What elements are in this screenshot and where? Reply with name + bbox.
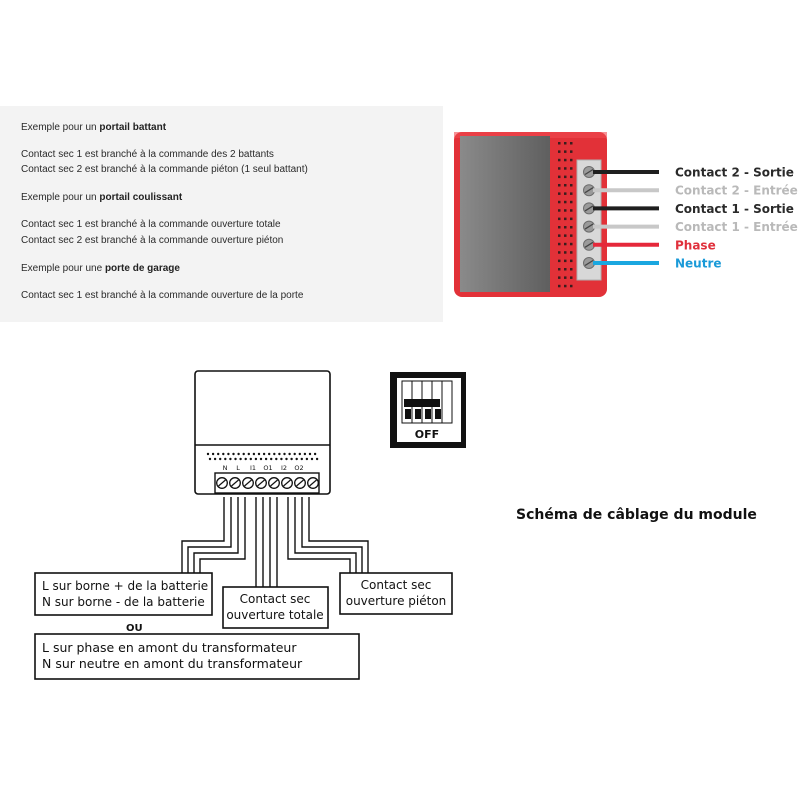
vent-hole bbox=[570, 243, 573, 246]
module-dot bbox=[296, 458, 298, 460]
terminal-label: Contact 1 - Entrée bbox=[675, 220, 798, 235]
vent-hole bbox=[570, 268, 573, 271]
vent-hole bbox=[558, 251, 561, 254]
ou-label: OU bbox=[126, 623, 143, 634]
module-dot bbox=[278, 453, 280, 455]
vent-hole bbox=[570, 176, 573, 179]
vent-hole bbox=[558, 167, 561, 170]
module-dots bbox=[207, 453, 318, 460]
vent-hole bbox=[564, 268, 567, 271]
module-dot bbox=[212, 453, 214, 455]
vent-hole bbox=[570, 201, 573, 204]
terminal-label: Contact 2 - Sortie bbox=[675, 165, 794, 180]
vent-hole bbox=[564, 276, 567, 279]
module-dot bbox=[304, 453, 306, 455]
vent-hole bbox=[570, 276, 573, 279]
vent-hole bbox=[558, 176, 561, 179]
vent-hole bbox=[570, 234, 573, 237]
module-front bbox=[460, 136, 550, 292]
vent-hole bbox=[564, 226, 567, 229]
vent-hole bbox=[570, 167, 573, 170]
vent-hole bbox=[570, 192, 573, 195]
module-dot bbox=[255, 458, 257, 460]
module-dot bbox=[309, 453, 311, 455]
module-dot bbox=[234, 458, 236, 460]
vent-hole bbox=[570, 260, 573, 263]
module-dot bbox=[224, 458, 226, 460]
example-coulissant-line-1: Contact sec 1 est branché à la commande ouverture totale bbox=[21, 219, 281, 230]
vent-hole bbox=[570, 159, 573, 162]
vent-hole bbox=[558, 268, 561, 271]
vent-hole bbox=[558, 218, 561, 221]
wiring-svg bbox=[22, 365, 477, 685]
vent-hole bbox=[570, 226, 573, 229]
module-dot bbox=[314, 453, 316, 455]
vent-hole bbox=[564, 218, 567, 221]
module-dot bbox=[275, 458, 277, 460]
contact-total-line-2: ouverture totale bbox=[226, 608, 324, 622]
vent-hole bbox=[564, 150, 567, 153]
module-terminal-labels bbox=[223, 464, 304, 472]
module-dot bbox=[217, 453, 219, 455]
module-dot bbox=[273, 453, 275, 455]
module-dot bbox=[250, 458, 252, 460]
vent-hole bbox=[558, 260, 561, 263]
vent-hole bbox=[564, 159, 567, 162]
module-dot bbox=[311, 458, 313, 460]
module-dot bbox=[243, 453, 245, 455]
module-dot bbox=[316, 458, 318, 460]
breaker-off-icon bbox=[390, 372, 466, 448]
module-dot bbox=[263, 453, 265, 455]
vent-hole bbox=[558, 276, 561, 279]
vent-hole bbox=[570, 209, 573, 212]
module-dot bbox=[253, 453, 255, 455]
module-dot bbox=[306, 458, 308, 460]
vent-hole bbox=[558, 159, 561, 162]
example-battant-heading: Exemple pour un portail battant bbox=[21, 122, 167, 133]
vent-hole bbox=[570, 150, 573, 153]
terminal-label-i2: I2 bbox=[280, 464, 288, 472]
instructions-panel bbox=[0, 106, 443, 322]
terminal-label-o2: O2 bbox=[294, 464, 304, 472]
contact-total-line-1: Contact sec bbox=[239, 592, 311, 606]
battery-line-1: L sur borne + de la batterie bbox=[42, 579, 209, 593]
terminal-label: Contact 2 - Entrée bbox=[675, 183, 798, 198]
module-dot bbox=[248, 453, 250, 455]
vent-hole bbox=[558, 226, 561, 229]
terminal-label-n: N bbox=[222, 464, 228, 472]
vent-hole bbox=[570, 218, 573, 221]
module-dot bbox=[245, 458, 247, 460]
example-coulissant-heading: Exemple pour un portail coulissant bbox=[21, 192, 183, 203]
vent-hole bbox=[558, 184, 561, 187]
contact-pieton-line-2: ouverture piéton bbox=[345, 594, 447, 608]
terminal-label-l: L bbox=[236, 464, 240, 472]
module-dot bbox=[219, 458, 221, 460]
wiring-diagram bbox=[22, 365, 477, 685]
terminal-label: Neutre bbox=[675, 256, 722, 271]
vent-hole bbox=[564, 209, 567, 212]
module-dot bbox=[207, 453, 209, 455]
vent-hole bbox=[558, 243, 561, 246]
breaker-off-label: OFF bbox=[414, 428, 440, 441]
module-dot bbox=[265, 458, 267, 460]
vent-hole bbox=[570, 251, 573, 254]
example-battant-line-2: Contact sec 2 est branché à la commande piéton (1 seul battant) bbox=[21, 164, 308, 175]
example-garage-line-1: Contact sec 1 est branché à la commande ouverture de la porte bbox=[21, 290, 304, 301]
vent-hole bbox=[558, 192, 561, 195]
vent-hole bbox=[564, 260, 567, 263]
transformer-line-2: N sur neutre en amont du transformateur bbox=[42, 656, 303, 671]
diagram-title: Schéma de câblage du module bbox=[516, 507, 757, 523]
vent-hole bbox=[570, 142, 573, 145]
module-dot bbox=[301, 458, 303, 460]
example-coulissant-line-2: Contact sec 2 est branché à la commande ouverture piéton bbox=[21, 235, 284, 246]
terminal-label-i1: I1 bbox=[249, 464, 257, 472]
module-dot bbox=[290, 458, 292, 460]
module-dot bbox=[209, 458, 211, 460]
module-dot bbox=[222, 453, 224, 455]
vent-hole bbox=[564, 251, 567, 254]
vent-hole bbox=[564, 176, 567, 179]
module-dot bbox=[285, 458, 287, 460]
vent-hole bbox=[558, 150, 561, 153]
example-battant-line-1: Contact sec 1 est branché à la commande des 2 battants bbox=[21, 149, 274, 160]
transformer-line-1: L sur phase en amont du transformateur bbox=[42, 640, 297, 655]
terminal-label-o1: O1 bbox=[263, 464, 273, 472]
module-dot bbox=[270, 458, 272, 460]
vent-hole bbox=[564, 184, 567, 187]
vent-hole bbox=[564, 142, 567, 145]
module-dot bbox=[288, 453, 290, 455]
module-dot bbox=[232, 453, 234, 455]
module-dot bbox=[258, 453, 260, 455]
terminal-labels bbox=[675, 166, 798, 271]
vent-hole bbox=[570, 184, 573, 187]
module-dot bbox=[294, 453, 296, 455]
battery-line-2: N sur borne - de la batterie bbox=[42, 595, 205, 609]
vent-hole bbox=[564, 201, 567, 204]
terminal-label: Contact 1 - Sortie bbox=[675, 201, 794, 216]
vent-hole bbox=[558, 142, 561, 145]
vent-hole bbox=[564, 167, 567, 170]
vent-hole bbox=[558, 234, 561, 237]
terminal-label: Phase bbox=[675, 238, 716, 253]
module-illustration bbox=[443, 118, 800, 321]
module-dot bbox=[268, 453, 270, 455]
vent-hole bbox=[564, 285, 567, 288]
vent-hole bbox=[570, 285, 573, 288]
module-dot bbox=[280, 458, 282, 460]
module-terminal-screws bbox=[215, 473, 319, 493]
module-svg bbox=[443, 118, 800, 321]
vent-hole bbox=[558, 209, 561, 212]
module-dot bbox=[237, 453, 239, 455]
contact-pieton-line-1: Contact sec bbox=[360, 578, 432, 592]
vent-hole bbox=[564, 234, 567, 237]
vent-hole bbox=[558, 285, 561, 288]
vent-hole bbox=[558, 201, 561, 204]
module-dot bbox=[283, 453, 285, 455]
vent-hole bbox=[564, 192, 567, 195]
example-garage-heading: Exemple pour une porte de garage bbox=[21, 263, 180, 274]
module-dot bbox=[239, 458, 241, 460]
module-dot bbox=[227, 453, 229, 455]
module-dot bbox=[260, 458, 262, 460]
module-dot bbox=[214, 458, 216, 460]
module-dot bbox=[299, 453, 301, 455]
vent-hole bbox=[564, 243, 567, 246]
module-dot bbox=[229, 458, 231, 460]
